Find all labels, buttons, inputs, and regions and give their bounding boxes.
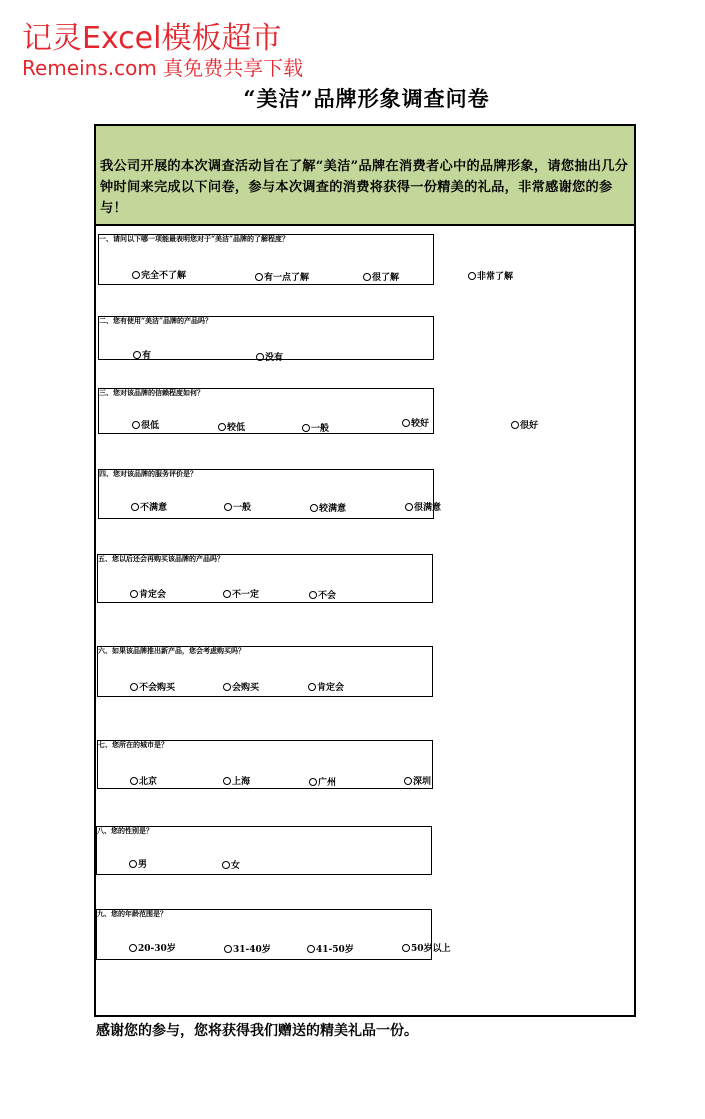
q7-option-1[interactable]: 北京: [130, 777, 157, 787]
q1-option-2[interactable]: 有一点了解: [255, 273, 309, 283]
q7-option-4[interactable]: 深圳: [404, 777, 431, 787]
radio-icon[interactable]: [309, 778, 317, 786]
q3-option-3[interactable]: 一般: [302, 424, 329, 434]
q3-option-1[interactable]: 很低: [132, 421, 159, 431]
radio-icon[interactable]: [133, 351, 141, 359]
q3-option-2[interactable]: 较低: [218, 423, 245, 433]
question-7-label: 七、您所在的城市是？: [98, 740, 168, 749]
q6-option-2[interactable]: 会购买: [223, 683, 259, 693]
question-5-label: 五、您以后还会再购买该品牌的产品吗？: [98, 554, 224, 563]
radio-icon[interactable]: [129, 860, 137, 868]
q5-option-2[interactable]: 不一定: [223, 590, 259, 600]
question-4-label: 四、您对该品牌的服务评价是？: [99, 469, 197, 478]
watermark-subtitle: Remeins.com 真免费共享下载: [22, 56, 304, 80]
q9-option-1[interactable]: 20-30岁: [129, 944, 176, 954]
radio-icon[interactable]: [402, 944, 410, 952]
radio-icon[interactable]: [308, 683, 316, 691]
radio-icon[interactable]: [256, 353, 264, 361]
radio-icon[interactable]: [363, 273, 371, 281]
q3-option-5[interactable]: 很好: [511, 421, 538, 431]
question-9-label: 九、您的年龄范围是？: [97, 909, 167, 918]
question-1-label: 一、请问以下哪一项能最表明您对于“美洁”品牌的了解程度？: [99, 234, 290, 243]
question-6-label: 六、如果该品牌推出新产品，您会考虑购买吗？: [98, 646, 245, 655]
radio-icon[interactable]: [402, 419, 410, 427]
q6-option-1[interactable]: 不会购买: [130, 683, 175, 693]
radio-icon[interactable]: [468, 272, 476, 280]
radio-icon[interactable]: [223, 683, 231, 691]
q3-option-4[interactable]: 较好: [402, 419, 429, 429]
radio-icon[interactable]: [302, 424, 310, 432]
radio-icon[interactable]: [218, 423, 226, 431]
radio-icon[interactable]: [309, 591, 317, 599]
survey-title: “美洁”品牌形象调查问卷: [243, 86, 490, 111]
radio-icon[interactable]: [129, 944, 137, 952]
radio-icon[interactable]: [310, 504, 318, 512]
q1-option-1[interactable]: 完全不了解: [132, 271, 186, 281]
q2-option-2[interactable]: 没有: [256, 353, 283, 363]
radio-icon[interactable]: [255, 273, 263, 281]
q7-option-2[interactable]: 上海: [223, 777, 250, 787]
radio-icon[interactable]: [404, 777, 412, 785]
radio-icon[interactable]: [222, 861, 230, 869]
q5-option-1[interactable]: 肯定会: [130, 590, 166, 600]
radio-icon[interactable]: [132, 421, 140, 429]
question-3-label: 三、您对该品牌的信赖程度如何？: [99, 388, 204, 397]
q8-option-2[interactable]: 女: [222, 861, 240, 871]
intro-text: 我公司开展的本次调查活动旨在了解“美洁”品牌在消费者心中的品牌形象，请您抽出几分钟时间来完成以下问卷，参与本次调查的消费将获得一份精美的礼品，非常感谢您的参与！: [100, 159, 629, 216]
watermark-title: 记灵Excel模板超市: [22, 21, 282, 56]
q1-option-3[interactable]: 很了解: [363, 273, 399, 283]
radio-icon[interactable]: [130, 683, 138, 691]
question-8-label: 八、您的性别是？: [97, 826, 153, 835]
q6-option-3[interactable]: 肯定会: [308, 683, 344, 693]
q8-option-1[interactable]: 男: [129, 860, 147, 870]
radio-icon[interactable]: [511, 421, 519, 429]
radio-icon[interactable]: [223, 590, 231, 598]
thank-you-note: 感谢您的参与，您将获得我们赠送的精美礼品一份。: [96, 1023, 418, 1039]
q9-option-3[interactable]: 41-50岁: [307, 945, 354, 955]
question-2-label: 二、您有使用“美洁”品牌的产品吗？: [99, 316, 213, 325]
radio-icon[interactable]: [132, 271, 140, 279]
q7-option-3[interactable]: 广州: [309, 778, 336, 788]
radio-icon[interactable]: [405, 503, 413, 511]
radio-icon[interactable]: [224, 945, 232, 953]
radio-icon[interactable]: [131, 503, 139, 511]
radio-icon[interactable]: [130, 590, 138, 598]
q4-option-2[interactable]: 一般: [224, 503, 251, 513]
radio-icon[interactable]: [130, 777, 138, 785]
q9-option-2[interactable]: 31-40岁: [224, 945, 271, 955]
q4-option-3[interactable]: 较满意: [310, 504, 346, 514]
q9-option-4[interactable]: 50岁以上: [402, 944, 451, 954]
q5-option-3[interactable]: 不会: [309, 591, 336, 601]
q2-option-1[interactable]: 有: [133, 351, 151, 361]
radio-icon[interactable]: [224, 503, 232, 511]
radio-icon[interactable]: [223, 777, 231, 785]
radio-icon[interactable]: [307, 945, 315, 953]
q4-option-4[interactable]: 很满意: [405, 503, 441, 513]
q1-option-4[interactable]: 非常了解: [468, 272, 513, 282]
intro-panel: [96, 126, 634, 226]
q4-option-1[interactable]: 不满意: [131, 503, 167, 513]
